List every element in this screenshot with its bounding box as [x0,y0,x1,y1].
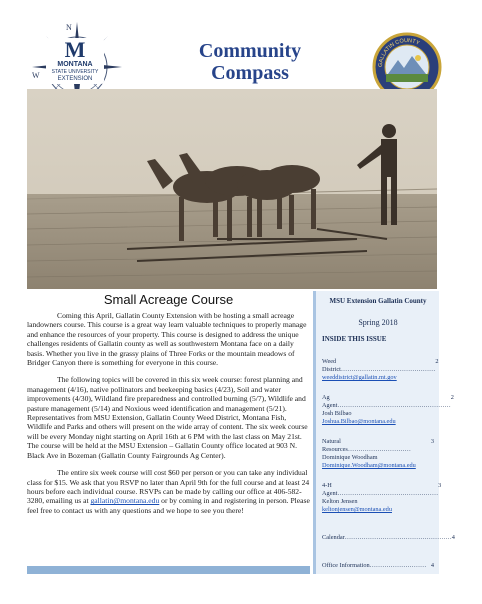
article-p3-text-after: or by coming in and registering in person. Please feel free to contact us with any questions and we hope to see you there! [27,496,310,515]
msu-extension-logo [46,38,104,84]
article-paragraph-1: Coming this April, Gallatin County Extension with be hosting a small acreage landowners course. This course is a great way learn valuable techniques to properly manage and enhance the resources of your property. This course is designed to address the unique challenges residents of Gallatin county as well as southwestern Montana face on a daily basis. Whether you live in the grassy plains of Three Forks or the mountain meadows of Bridger Canyon there is something for everyone in this course. [27,311,307,368]
toc-item-office-information[interactable]: Office Information……………………… 4 [322,562,434,569]
toc-label: 4-H Agent [322,482,338,497]
toc-item-4h-agent[interactable]: 4-H Agent………………………………………… 3 Kelton Jensen keltonjensen@montana.edu [322,482,442,513]
msu-logo-letter: M [64,37,86,62]
toc-label: Weed District [322,358,341,373]
toc-item-calendar[interactable]: Calendar…………………………………………… 4 [322,534,455,541]
toc-contact: Josh Bilbao [322,410,352,417]
title-line-2: Compass [211,62,289,84]
toc-page: 3 [438,482,442,489]
sidebar-season: Spring 2018 [358,318,398,327]
toc-email[interactable]: keltonjensen@montana.edu [322,506,392,513]
toc-label: Office Information [322,562,370,569]
toc-page: 2 [450,394,454,401]
toc-email[interactable]: Dominique.Woodham@montana.edu [322,462,416,469]
toc-page: 3 [430,438,434,445]
toc-item-ag-agent[interactable]: Ag Agent……………………………………………… 2 Josh Bilbao Joshua.Bilbao@montana.edu [322,394,454,425]
toc-item-natural-resources[interactable]: Natural Resources………………………… 3 Dominique Woodham Dominique.Woodham@montana.edu [322,438,434,469]
horse-team-photo [27,89,437,289]
toc-contact: Kelton Jensen [322,498,358,505]
compass-n: N [66,23,72,32]
article-title: Small Acreage Course [103,292,234,307]
toc-item-weed-district[interactable]: Weed District……………………………………… 2 weeddistrict@gallatin.mt.gov [322,358,439,381]
article-paragraph-2: The following topics will be covered in this six week course: forest planning and management (4/16), native pollinators and beekeeping basics (4/23), Soil and water improvements (4/30), Wildland fire preparedness and controlled burning (5/7), Wildlife and pasture management (5/14) and Noxious weed identification and management (5/21). Representatives from MSU Extension, Gallatin County Weed District, Montana Fish, Wildlife and Parks and others will present on the wide array of content. The six week course will be every Monday night starting on April 16th at 6 PM with the last class on May 21st. The course will be held at the MSU Extension – Gallatin County office located at 903 N. Black Ave in Bozeman (Gallatin County Fairgrounds Ag Center). [27,375,308,460]
sidebar-inside-heading: INSIDE THIS ISSUE [322,335,387,343]
seal-text: GALLATIN COUNTY [377,37,421,68]
msu-logo-word2: STATE UNIVERSITY [51,69,99,75]
toc-label: Natural Resources [322,438,348,453]
email-link[interactable]: gallatin@montana.edu [90,496,160,506]
compass-w: W [32,71,40,80]
toc-contact: Dominique Woodham [322,454,378,461]
msu-logo-word1: MONTANA [57,61,93,68]
sidebar-heading: MSU Extension Gallatin County [329,297,427,305]
toc-label: Calendar [322,534,345,541]
article-p3-text-before: The entire six week course will cost $60 per person or you can take any individual class for $15. We ask that you RSVP no later than April 9th for the full course and at least 24 hours before each individual course. RSVPs can be made by calling our office at 406-582-3280, emailing us at [27,468,310,506]
newsletter-title [180,40,320,84]
sidebar-table-of-contents [313,291,455,574]
footer-bar [27,566,310,574]
toc-email[interactable]: weeddistrict@gallatin.mt.gov [322,374,397,381]
toc-list [322,358,455,570]
toc-label: Ag Agent [322,394,338,409]
toc-email[interactable]: Joshua.Bilbao@montana.edu [322,418,396,425]
msu-logo-word3: EXTENSION [57,76,93,82]
toc-page: 4 [451,534,455,541]
title-line-1: Community [198,40,302,62]
toc-page: 4 [430,562,434,569]
toc-page: 2 [435,358,439,365]
article-small-acreage-course [27,291,310,574]
article-paragraph-3 [27,468,310,515]
